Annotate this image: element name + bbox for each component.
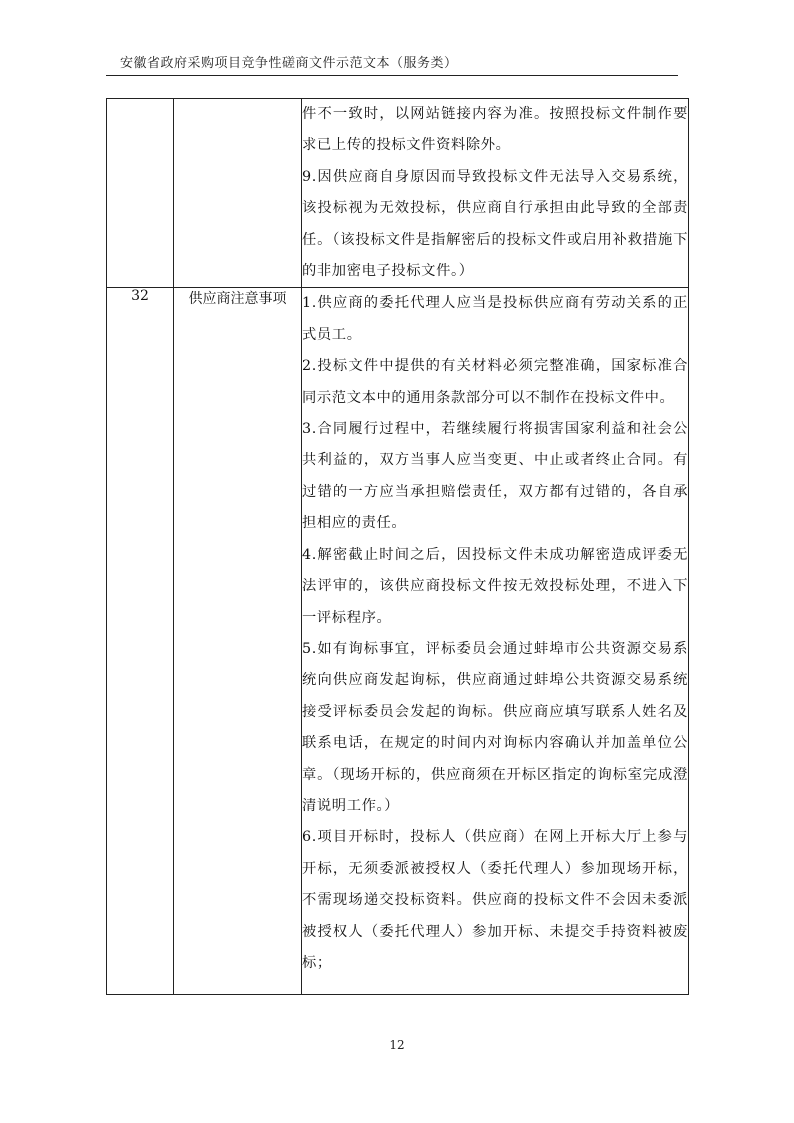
content-paragraph: 5.如有询标事宜，评标委员会通过蚌埠市公共资源交易系统向供应商发起询标，供应商通过蚌埠公共资源交易系统接受评标委员会发起的询标。供应商应填写联系人姓名及联系电话，在规定的时间内对询标内容确认并加盖单位公章。（现场开标的，供应商须在开标区指定的询标室完成澄清说明工作。） — [302, 640, 688, 814]
row-item-cell: 供应商注意事项 — [174, 288, 302, 995]
content-paragraph: 4.解密截止时间之后，因投标文件未成功解密造成评委无法评审的，该供应商投标文件按无效投标处理，不进入下一评标程序。 — [302, 546, 688, 626]
row-item-cell — [174, 99, 302, 288]
row-content-cell — [302, 288, 689, 995]
header-rule — [106, 75, 678, 76]
content-paragraph: 1.供应商的委托代理人应当是投标供应商有劳动关系的正式员工。 — [302, 295, 688, 343]
content-paragraph: 2.投标文件中提供的有关材料必须完整准确，国家标准合同示范文本中的通用条款部分可以不制作在投标文件中。 — [302, 358, 688, 406]
requirements-table — [106, 98, 689, 995]
content-paragraph: 3.合同履行过程中，若继续履行将损害国家利益和社会公共利益的，双方当事人应当变更、中止或者终止合同。有过错的一方应当承担赔偿责任，双方都有过错的，各自承担相应的责任。 — [302, 421, 688, 532]
row-content-cell — [302, 99, 689, 288]
content-paragraph: 9.因供应商自身原因而导致投标文件无法导入交易系统，该投标视为无效投标，供应商自行承担由此导致的全部责任。（该投标文件是指解密后的投标文件或启用补救措施下的非加密电子投标文件。） — [302, 168, 688, 280]
content-paragraph: 件不一致时，以网站链接内容为准。按照投标文件制作要求已上传的投标文件资料除外。 — [302, 106, 688, 154]
row-number-cell — [107, 99, 174, 288]
row-number-cell: 32 — [107, 288, 174, 995]
running-header-title: 安徽省政府采购项目竞争性磋商文件示范文本（服务类） — [120, 56, 458, 71]
table-row — [107, 288, 689, 995]
page-number: 12 — [389, 1038, 405, 1052]
content-paragraph: 6.项目开标时，投标人（供应商）在网上开标大厅上参与开标，无须委派被授权人（委托代理人）参加现场开标，不需现场递交投标资料。供应商的投标文件不会因未委派被授权人（委托代理人）参加开标、未提交手持资料被废标； — [302, 829, 688, 971]
table-row — [107, 99, 689, 288]
